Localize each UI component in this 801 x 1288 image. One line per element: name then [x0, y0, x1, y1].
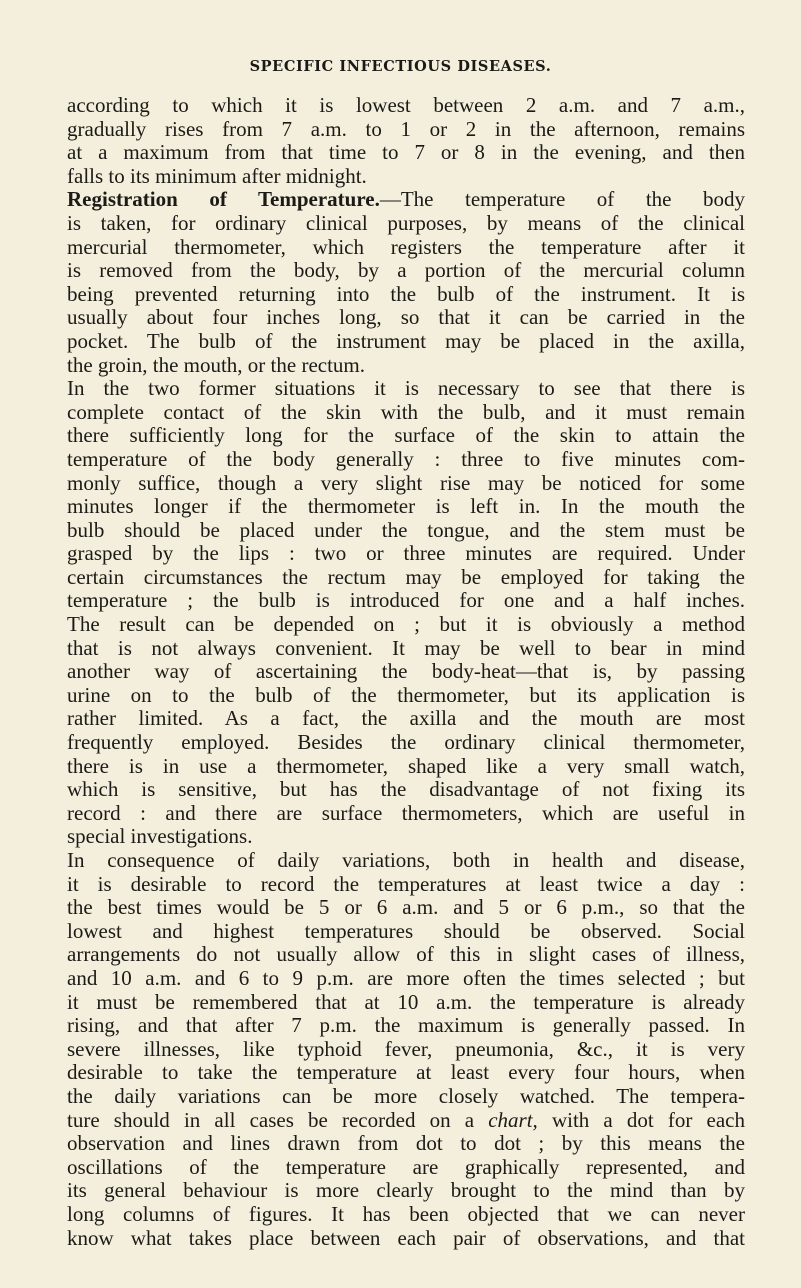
text-line: at a maximum from that time to 7 or 8 in the evening, and then: [67, 140, 745, 165]
text-line: is taken, for ordinary clinical purposes, by means of the clinical: [67, 210, 745, 235]
text-line: that is not always convenient. It may be well to bear in mind: [67, 635, 745, 660]
text-line: mercurial thermometer, which registers the temperature after it: [67, 234, 745, 259]
text-line: its general behaviour is more clearly brought to the mind than by: [67, 1178, 745, 1203]
text-line: according to which it is lowest between 2 a.m. and 7 a.m.,: [67, 93, 745, 117]
text-fragment: with a dot for each: [537, 1107, 745, 1132]
text-line: it is desirable to record the temperatures at least twice a day :: [67, 871, 745, 896]
text-line: temperature ; the bulb is introduced for one and a half inches.: [67, 588, 745, 613]
text-line: complete contact of the skin with the bulb, and it must remain: [67, 399, 745, 424]
text-line: it must be remembered that at 10 a.m. the temperature is already: [67, 989, 745, 1014]
text-line: being prevented returning into the bulb of the instrument. It is: [67, 281, 745, 306]
text-line: record : and there are surface thermometers, which are useful in: [67, 800, 745, 825]
text-line: desirable to take the temperature at least every four hours, when: [67, 1060, 745, 1085]
text-line: gradually rises from 7 a.m. to 1 or 2 in the afternoon, remains: [67, 116, 745, 141]
text-line: there is in use a thermometer, shaped like a very small watch,: [67, 753, 745, 778]
text-line: urine on to the bulb of the thermometer, but its application is: [67, 682, 745, 707]
text-fragment: ture should in all cases be recorded on a: [67, 1107, 489, 1132]
text-line: bulb should be placed under the tongue, and the stem must be: [67, 517, 745, 542]
text-line: frequently employed. Besides the ordinary clinical thermometer,: [67, 730, 745, 755]
text-line: falls to its minimum after midnight.: [67, 163, 367, 188]
text-line: oscillations of the temperature are graphically represented, and: [67, 1154, 745, 1179]
text-line: the daily variations can be more closely watched. The tempera-: [67, 1083, 745, 1108]
text-line: there sufficiently long for the surface of the skin to attain the: [67, 423, 745, 448]
text-line: usually about four inches long, so that it can be carried in the: [67, 305, 745, 330]
section-heading: Registration of Temperature.: [67, 187, 380, 212]
text-line: the groin, the mouth, or the rectum.: [67, 352, 366, 377]
text-line: is removed from the body, by a portion of the mercurial column: [67, 258, 745, 283]
text-line: grasped by the lips : two or three minutes are required. Under: [67, 541, 745, 566]
text-line: certain circumstances the rectum may be employed for taking the: [67, 564, 745, 589]
text-line: temperature of the body generally : three to five minutes com-: [67, 446, 745, 471]
text-line: rather limited. As a fact, the axilla and the mouth are most: [67, 706, 745, 731]
text-line: lowest and highest temperatures should be observed. Social: [67, 918, 745, 943]
text-line: special investigations.: [67, 824, 253, 849]
text-line: [67, 188, 745, 212]
running-head: SPECIFIC INFECTIOUS DISEASES.: [249, 58, 552, 75]
text-line: and 10 a.m. and 6 to 9 p.m. are more often the times selected ; but: [67, 965, 745, 990]
text-line: minutes longer if the thermometer is left in. In the mouth the: [67, 494, 745, 519]
text-line: In the two former situations it is necessary to see that there is: [67, 376, 745, 401]
text-line: rising, and that after 7 p.m. the maximum is generally passed. In: [67, 1013, 745, 1038]
text-line: [67, 1109, 745, 1133]
text-line: The result can be depended on ; but it is obviously a method: [67, 612, 745, 637]
text-line: long columns of figures. It has been objected that we can never: [67, 1201, 745, 1226]
body-text: [67, 94, 745, 1250]
text-line: monly suffice, though a very slight rise may be noticed for some: [67, 470, 745, 495]
text-line: know what takes place between each pair of observations, and that: [67, 1225, 745, 1250]
text-line: severe illnesses, like typhoid fever, pneumonia, &c., it is very: [67, 1036, 745, 1061]
text-line: In consequence of daily variations, both in health and disease,: [67, 848, 745, 872]
text-line: arrangements do not usually allow of this in slight cases of illness,: [67, 942, 745, 967]
text-line: pocket. The bulb of the instrument may be placed in the axilla,: [67, 328, 745, 353]
text-line: another way of ascertaining the body-heat—that is, by passing: [67, 659, 745, 684]
text-line: the best times would be 5 or 6 a.m. and 5 or 6 p.m., so that the: [67, 895, 745, 920]
text-line: which is sensitive, but has the disadvantage of not fixing its: [67, 777, 745, 802]
italic-word: chart,: [488, 1107, 538, 1132]
text-fragment: —The temperature of the body: [379, 187, 745, 212]
text-line: observation and lines drawn from dot to dot ; by this means the: [67, 1131, 745, 1156]
